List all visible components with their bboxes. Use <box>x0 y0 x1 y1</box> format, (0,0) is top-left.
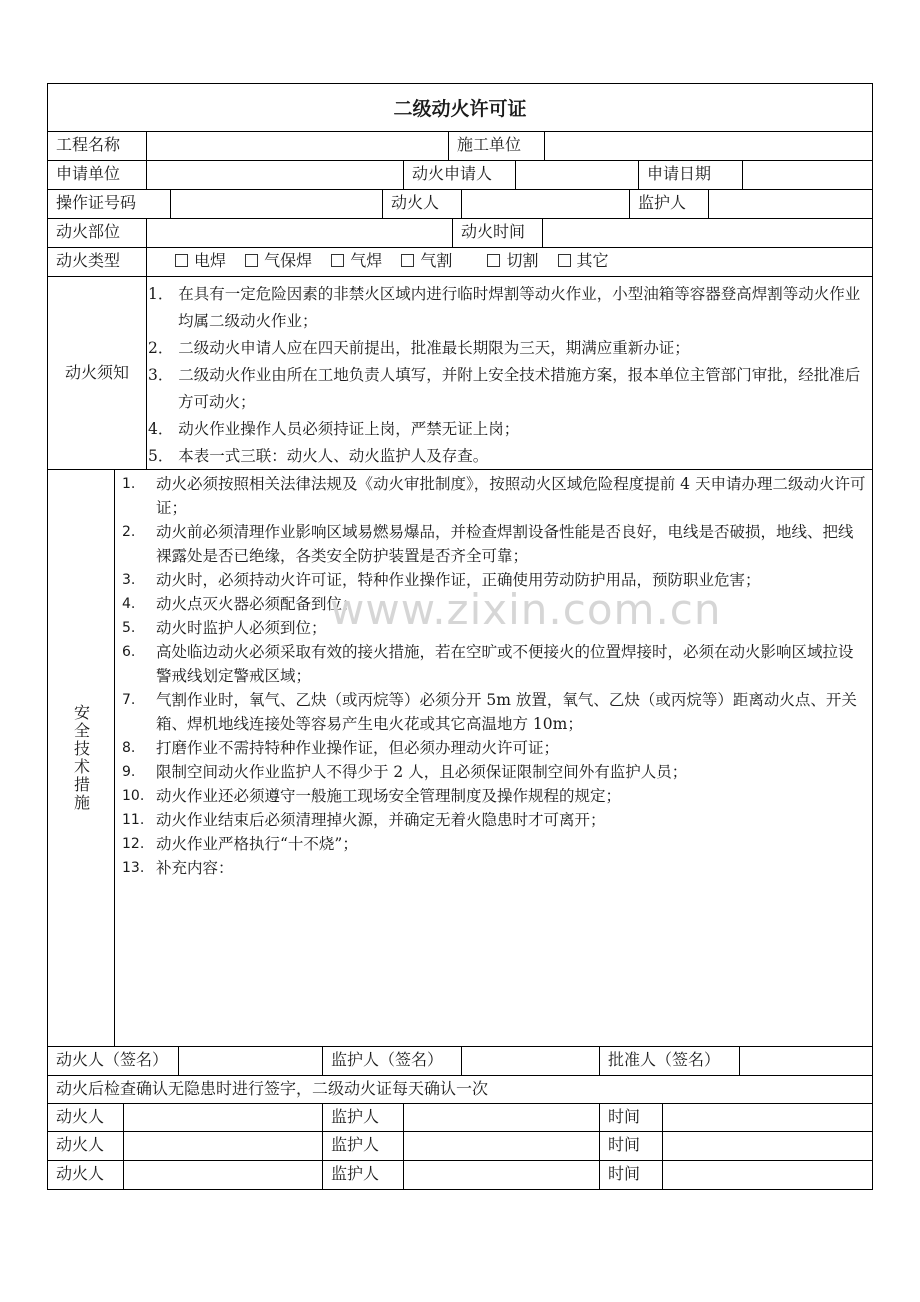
measure-text: 补充内容： <box>156 859 234 877</box>
checkbox-icon <box>175 254 188 267</box>
measure-number: 2. <box>122 524 136 540</box>
fire-permit-form <box>47 83 873 1190</box>
measure-text: 动火作业严格执行“十不烧”； <box>156 835 358 853</box>
row-fire-type <box>48 248 872 277</box>
row-signatures <box>48 1047 872 1076</box>
confirm-guardian-field[interactable] <box>404 1161 600 1189</box>
measure-number: 9. <box>122 764 136 780</box>
label-applicant-unit: 申请单位 <box>48 161 147 189</box>
checkbox-icon <box>487 254 500 267</box>
notice-item: 1． 在具有一定危险因素的非禁火区域内进行临时焊割等动火作业，小型油箱等容器登高焊割等动火作业均属二级动火作业； <box>148 285 861 330</box>
confirm-fire-person-field[interactable] <box>124 1161 323 1189</box>
label-confirm-fire-person: 动火人 <box>48 1104 124 1131</box>
measure-text: 气割作业时，氧气、乙炔（或丙烷等）必须分开 5m 放置，氧气、乙炔（或丙烷等）距离动火点、开关箱、焊机地线连接处等容易产生电火花或其它高温地方 10m； <box>156 691 857 733</box>
measure-text: 限制空间动火作业监护人不得少于 2 人，且必须保证限制空间外有监护人员； <box>156 763 688 781</box>
notice-item: 3． 二级动火作业由所在工地负责人填写，并附上安全技术措施方案，报本单位主管部门审批，经批准后方可动火； <box>148 366 861 411</box>
project-name-field[interactable] <box>147 132 449 160</box>
measure-text: 动火作业结束后必须清理掉火源，并确定无着火隐患时才可离开； <box>156 811 606 829</box>
construction-unit-field[interactable] <box>545 132 872 160</box>
applicant-unit-field[interactable] <box>147 161 404 189</box>
measure-text: 高处临边动火必须采取有效的接火措施，若在空旷或不便接火的位置焊接时，必须在动火影响区域拉设警戒线划定警戒区域； <box>156 643 854 685</box>
label-confirm-time: 时间 <box>600 1104 663 1131</box>
row-project <box>48 132 872 161</box>
measure-item <box>122 640 866 688</box>
checkbox-icon <box>401 254 414 267</box>
confirm-note: 动火后检查确认无隐患时进行签字，二级动火证每天确认一次 <box>56 1079 489 1098</box>
checkbox-gas-cut[interactable]: 气割 <box>401 248 452 274</box>
measure-item <box>122 736 866 760</box>
label-fire-person: 动火人 <box>383 190 462 218</box>
measure-number: 5. <box>122 620 136 636</box>
confirm-row <box>48 1132 872 1161</box>
label-cert-no: 操作证号码 <box>48 190 171 218</box>
measure-number: 10. <box>122 788 145 804</box>
measure-number: 13. <box>122 860 145 876</box>
measure-number: 8. <box>122 740 136 756</box>
measure-item <box>122 520 866 568</box>
watermark: www.zixin.com.cn <box>330 585 722 634</box>
label-fire-applicant: 动火申请人 <box>404 161 516 189</box>
label-confirm-time: 时间 <box>600 1161 663 1189</box>
measure-text: 动火作业还必须遵守一般施工现场安全管理制度及操作规程的规定； <box>156 787 622 805</box>
label-confirm-guardian: 监护人 <box>323 1104 404 1131</box>
apply-date-field[interactable] <box>743 161 872 189</box>
label-guardian: 监护人 <box>630 190 709 218</box>
label-apply-date: 申请日期 <box>639 161 743 189</box>
measure-text: 动火点灭火器必须配备到位； <box>156 595 358 613</box>
label-fire-person-sign: 动火人（签名） <box>48 1047 179 1075</box>
measure-number: 4. <box>122 596 136 612</box>
row-cert <box>48 190 872 219</box>
measure-item <box>122 856 866 880</box>
checkbox-icon <box>245 254 258 267</box>
measure-item <box>122 832 866 856</box>
measure-number: 6. <box>122 644 136 660</box>
title-row <box>48 84 872 132</box>
label-guardian-sign: 监护人（签名） <box>323 1047 462 1075</box>
notice-item: 4． 动火作业操作人员必须持证上岗，严禁无证上岗； <box>148 420 520 438</box>
checkbox-other[interactable]: 其它 <box>558 248 609 274</box>
label-confirm-guardian: 监护人 <box>323 1161 404 1189</box>
fire-applicant-field[interactable] <box>516 161 639 189</box>
fire-person-field[interactable] <box>462 190 630 218</box>
measure-number: 3. <box>122 572 136 588</box>
measure-item <box>122 688 866 736</box>
measure-item <box>122 568 866 592</box>
guardian-sign-field[interactable] <box>462 1047 600 1075</box>
measure-item <box>122 616 866 640</box>
checkbox-gas-shielded-weld[interactable]: 气保焊 <box>245 248 312 274</box>
confirm-time-field[interactable] <box>663 1104 872 1131</box>
measure-number: 1. <box>122 476 136 492</box>
checkbox-icon <box>331 254 344 267</box>
checkbox-gas-weld[interactable]: 气焊 <box>331 248 382 274</box>
measure-number: 7. <box>122 692 136 708</box>
measure-list <box>122 472 866 880</box>
measure-item <box>122 472 866 520</box>
row-confirm-note <box>48 1076 872 1104</box>
confirm-guardian-field[interactable] <box>404 1132 600 1160</box>
label-notices: 动火须知 <box>48 277 147 469</box>
label-approver-sign: 批准人（签名） <box>600 1047 740 1075</box>
label-confirm-fire-person: 动火人 <box>48 1161 124 1189</box>
measure-text: 动火前必须清理作业影响区域易燃易爆品，并检查焊割设备性能是否良好，电线是否破损，地线、把线裸露处是否已绝缘，各类安全防护装置是否齐全可靠； <box>156 523 854 565</box>
label-fire-location: 动火部位 <box>48 219 147 247</box>
label-safety-measures: 安全技术措施 <box>48 470 115 1046</box>
row-safety-measures <box>48 470 872 1047</box>
fire-person-sign-field[interactable] <box>179 1047 323 1075</box>
fire-location-field[interactable] <box>147 219 453 247</box>
label-confirm-time: 时间 <box>600 1132 663 1160</box>
row-applicant <box>48 161 872 190</box>
confirm-time-field[interactable] <box>663 1132 872 1160</box>
measure-text: 动火时，必须持动火许可证，特种作业操作证，正确使用劳动防护用品，预防职业危害； <box>156 571 761 589</box>
label-confirm-fire-person: 动火人 <box>48 1132 124 1160</box>
measure-item <box>122 592 866 616</box>
measure-item <box>122 784 866 808</box>
fire-type-options <box>147 248 872 276</box>
measure-text: 打磨作业不需持特种作业操作证，但必须办理动火许可证； <box>156 739 560 757</box>
notice-list <box>148 281 866 470</box>
label-project-name: 工程名称 <box>48 132 147 160</box>
measure-item <box>122 808 866 832</box>
label-construction-unit: 施工单位 <box>449 132 545 160</box>
measure-number: 11. <box>122 812 145 828</box>
checkbox-electric-weld[interactable]: 电焊 <box>175 248 226 274</box>
checkbox-icon <box>558 254 571 267</box>
label-fire-type: 动火类型 <box>48 248 147 276</box>
confirm-row <box>48 1104 872 1132</box>
confirm-fire-person-field[interactable] <box>124 1132 323 1160</box>
confirm-guardian-field[interactable] <box>404 1104 600 1131</box>
row-notices <box>48 277 872 470</box>
measure-text: 动火必须按照相关法律法规及《动火审批制度》，按照动火区域危险程度提前 4 天申请办理二级动火许可证； <box>156 475 866 517</box>
label-fire-time: 动火时间 <box>453 219 543 247</box>
form-title: 二级动火许可证 <box>393 98 527 120</box>
checkbox-cutting[interactable]: 切割 <box>487 248 538 274</box>
measure-number: 12. <box>122 836 145 852</box>
cert-no-field[interactable] <box>171 190 383 218</box>
row-location <box>48 219 872 248</box>
guardian-field[interactable] <box>709 190 872 218</box>
confirm-fire-person-field[interactable] <box>124 1104 323 1131</box>
approver-sign-field[interactable] <box>740 1047 872 1075</box>
measure-text: 动火时监护人必须到位； <box>156 619 327 637</box>
notice-item: 2． 二级动火申请人应在四天前提出，批准最长期限为三天，期满应重新办证； <box>148 339 690 357</box>
confirm-row <box>48 1161 872 1189</box>
confirm-time-field[interactable] <box>663 1161 872 1189</box>
notice-item: 5． 本表一式三联：动火人、动火监护人及存查。 <box>148 447 489 465</box>
label-confirm-guardian: 监护人 <box>323 1132 404 1160</box>
fire-time-field[interactable] <box>543 219 872 247</box>
measure-item <box>122 760 866 784</box>
